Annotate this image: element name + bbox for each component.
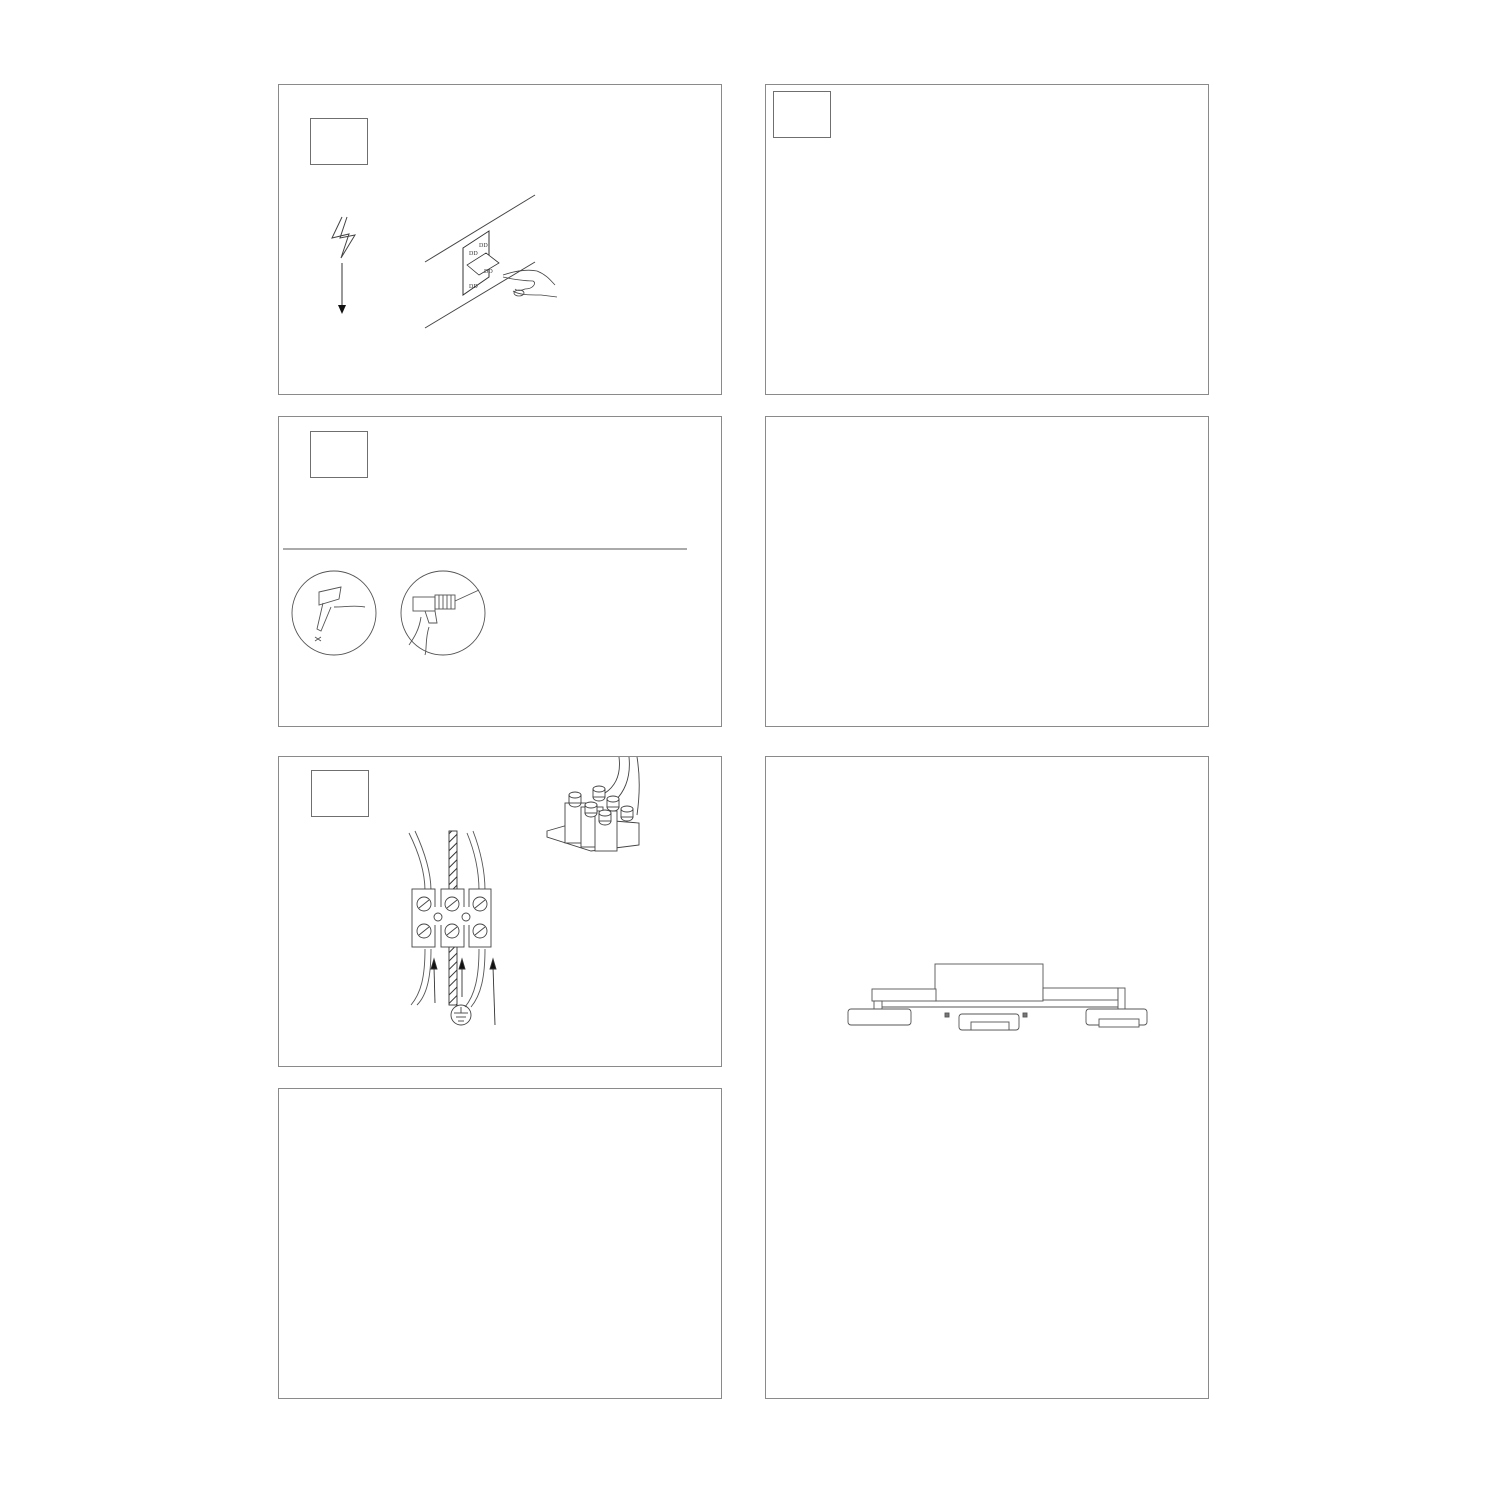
svg-text:DD: DD <box>469 284 478 290</box>
step-letter-d <box>773 91 831 138</box>
panel-d <box>765 84 1209 395</box>
panel-c <box>278 756 722 1067</box>
drilling-illustration <box>279 417 723 728</box>
wiring-diagram <box>279 757 723 1068</box>
switch-icon <box>463 231 499 295</box>
fixture-top-view <box>279 1089 723 1400</box>
svg-text:DD: DD <box>479 243 488 249</box>
canopy <box>935 964 1043 1001</box>
panel-b <box>278 416 722 727</box>
panel-a <box>278 84 722 395</box>
power-off-illustration <box>279 85 723 396</box>
drill-icon <box>401 571 485 655</box>
connector-icon <box>547 757 639 851</box>
panel-side-view <box>765 756 1209 1399</box>
panel-top-view <box>278 1088 722 1399</box>
panel-specifications <box>765 416 1209 727</box>
lightning-icon <box>332 217 355 258</box>
svg-text:DD: DD <box>469 251 478 257</box>
caution-text <box>816 141 833 329</box>
fixture-side-view <box>766 757 1210 1400</box>
terminal-block <box>412 889 491 947</box>
pencil-marking-icon <box>292 571 376 655</box>
arrow-up-icon <box>431 959 496 1025</box>
ground-icon <box>451 1005 471 1025</box>
hand-icon <box>503 270 557 297</box>
svg-text:DD: DD <box>484 269 493 275</box>
